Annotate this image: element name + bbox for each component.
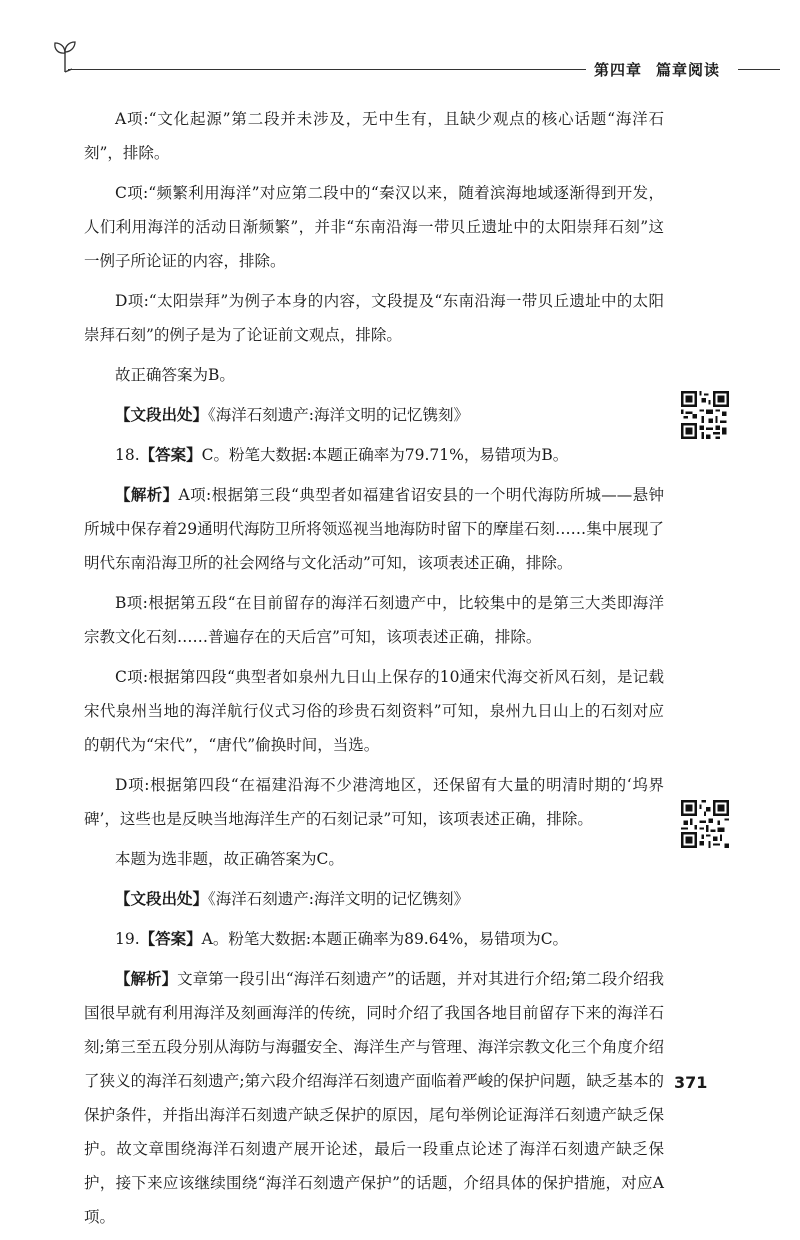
paragraph-source-17 bbox=[84, 398, 664, 432]
source-tag: 【文段出处】 bbox=[115, 406, 209, 424]
question-number: 19. bbox=[115, 930, 140, 948]
page-header bbox=[0, 0, 800, 90]
paragraph-option-a: A项:“文化起源”第二段并未涉及，无中生有，且缺少观点的核心话题“海洋石刻”，排除。 bbox=[84, 110, 664, 162]
paragraph-answer-19 bbox=[84, 922, 664, 956]
paragraph-option-d-18: D项:根据第四段“在福建沿海不少港湾地区，还保留有大量的明清时期的‘坞界碑’，这些也是反映当地海洋生产的石刻记录”可知，该项表述正确，排除。 bbox=[84, 776, 664, 828]
section-title: 篇章阅读 bbox=[656, 61, 721, 79]
source-text: 《海洋石刻遗产:海洋文明的记忆镌刻》 bbox=[208, 890, 469, 908]
paragraph-analysis-18 bbox=[84, 478, 664, 580]
header-rule-right bbox=[738, 69, 780, 70]
paragraph-option-c: C项:“频繁利用海洋”对应第二段中的“秦汉以来，随着滨海地域逐渐得到开发，人们利用海洋的活动日渐频繁”，并非“东南沿海一带贝丘遗址中的太阳崇拜石刻”这一例子所论证的内容，排除。 bbox=[84, 184, 664, 270]
paragraph-answer-18 bbox=[84, 438, 664, 472]
analysis-text: 文章第一段引出“海洋石刻遗产”的话题，并对其进行介绍;第二段介绍我国很早就有利用海洋及刻画海洋的传统，同时介绍了我国各地目前留存下来的海洋石刻;第三至五段分别从海防与海疆安全、海洋生产与管理、海洋宗教文化三个角度介绍了狭义的海洋石刻遗产;第六段介绍海洋石刻遗产面临着严峻的保护问题，缺乏基本的保护条件，并指出海洋石刻遗产缺乏保护的原因，尾句举例论证海洋石刻遗产缺乏保护。故文章围绕海洋石刻遗产展开论述，最后一段重点论述了海洋石刻遗产缺乏保护，接下来应该继续围绕“海洋石刻遗产保护”的话题，介绍具体的保护措施，对应A项。 bbox=[84, 970, 664, 1226]
qr-code-icon[interactable] bbox=[681, 391, 729, 439]
chapter-label: 第四章 bbox=[594, 61, 643, 79]
paragraph-answer-17: 故正确答案为B。 bbox=[115, 366, 235, 384]
page-number: 371 bbox=[674, 1073, 708, 1092]
answer-text: C。粉笔大数据:本题正确率为79.71%，易错项为B。 bbox=[201, 446, 569, 464]
source-tag: 【文段出处】 bbox=[115, 890, 209, 908]
paragraph-source-18 bbox=[84, 882, 664, 916]
paragraph-option-c-18: C项:根据第四段“典型者如泉州九日山上保存的10通宋代海交祈风石刻，是记载宋代泉州当地的海洋航行仪式习俗的珍贵石刻资料”可知，泉州九日山上的石刻对应的朝代为“宋代”，“唐代”偷换时间，当选。 bbox=[84, 668, 664, 754]
page-body bbox=[84, 102, 664, 1240]
answer-tag: 【答案】 bbox=[139, 930, 202, 948]
paragraph-analysis-19 bbox=[84, 962, 664, 1234]
answer-text: A。粉笔大数据:本题正确率为89.64%，易错项为C。 bbox=[201, 930, 569, 948]
header-rule-left bbox=[68, 69, 586, 70]
analysis-text: A项:根据第三段“典型者如福建省诏安县的一个明代海防所城——悬钟所城中保存着29通明代海防卫所将领巡视当地海防时留下的摩崖石刻……集中展现了明代东南沿海卫所的社会网络与文化活动”可知，该项表述正确，排除。 bbox=[84, 486, 664, 572]
paragraph-option-b: B项:根据第五段“在目前留存的海洋石刻遗产中，比较集中的是第三大类即海洋宗教文化石刻……普遍存在的天后宫”可知，该项表述正确，排除。 bbox=[84, 594, 664, 646]
answer-tag: 【答案】 bbox=[139, 446, 202, 464]
analysis-tag: 【解析】 bbox=[115, 486, 179, 504]
chapter-heading bbox=[594, 59, 720, 80]
question-number: 18. bbox=[115, 446, 140, 464]
paragraph-answer-18-final: 本题为选非题，故正确答案为C。 bbox=[115, 850, 344, 868]
paragraph-option-d: D项:“太阳崇拜”为例子本身的内容，文段提及“东南沿海一带贝丘遗址中的太阳崇拜石刻”的例子是为了论证前文观点，排除。 bbox=[84, 292, 664, 344]
analysis-tag: 【解析】 bbox=[115, 970, 178, 988]
qr-code-icon[interactable] bbox=[681, 800, 729, 848]
source-text: 《海洋石刻遗产:海洋文明的记忆镌刻》 bbox=[208, 406, 469, 424]
